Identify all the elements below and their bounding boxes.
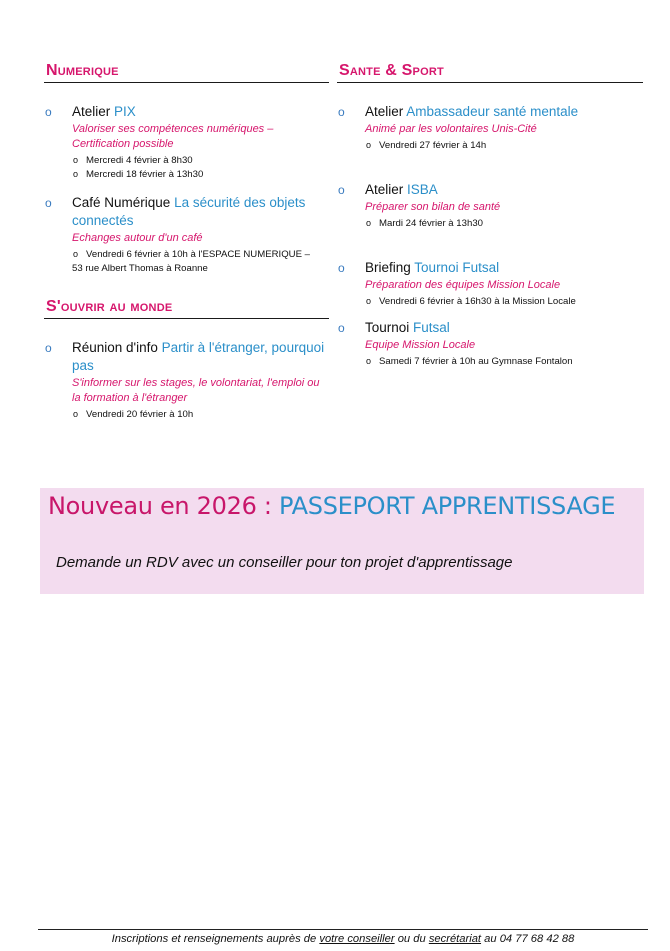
event-subtitle: Valoriser ses compétences numériques – Certification possible [72,123,274,150]
event-type: Briefing [365,260,411,275]
event-title [365,103,643,121]
banner-headline: PASSEPORT APPRENTISSAGE [279,492,616,520]
event-date: o Mercredi 18 février à 13h30 [72,168,329,182]
event-name: PIX [114,104,136,119]
footer-divider [38,929,648,930]
circle-bullet-icon: o [338,261,345,275]
event-subtitle: Préparer son bilan de santé [365,201,501,213]
event-name: La sécurité des objets connectés [72,195,306,228]
event-type: Atelier [72,104,111,119]
circle-bullet-icon: o [45,341,52,355]
circle-bullet-icon: o [45,105,52,119]
right-column [337,62,643,369]
event-date: o Vendredi 6 février à 10h à l'ESPACE NUMERIQUE – [72,248,329,262]
footer-conseiller: votre conseiller [319,933,395,945]
event-briefing-futsal [337,259,643,309]
event-name: Partir à l'étranger, pourquoi pas [72,340,325,373]
event-date: o Samedi 7 février à 10h au Gymnase Fontalon [365,355,643,369]
event-date: o Vendredi 27 février à 14h [365,139,643,153]
event-dates [365,217,643,231]
circle-bullet-icon: o [338,321,345,335]
banner-prefix: Nouveau en 2026 : [48,492,272,520]
circle-bullet-icon: o [45,196,52,210]
event-subtitle: S'informer sur les stages, le volontariat, l'emploi ou la formation à l'étranger [72,377,320,404]
event-dates [365,295,643,309]
event-name: Ambassadeur santé mentale [406,104,579,119]
circle-bullet-icon: o [338,183,345,197]
footer-part: Inscriptions et renseignements auprès de [111,933,320,945]
event-dates [365,355,643,369]
event-name: ISBA [407,182,438,197]
event-location: 53 rue Albert Thomas à Roanne [72,263,208,274]
event-date: o Vendredi 20 février à 10h [72,408,329,422]
event-subtitle: Animé par les volontaires Unis-Cité [365,123,537,135]
footer-part: ou du [394,933,429,945]
event-dates [72,248,329,276]
event-dates [365,139,643,153]
event-isba [337,181,643,231]
event-type: Atelier [365,182,404,197]
event-title [72,103,329,121]
event-atelier-pix [44,103,329,182]
event-date: o Vendredi 6 février à 16h30 à la Mission Locale [365,295,643,309]
event-cafe-numerique [44,194,329,276]
event-reunion-info [44,339,329,422]
section-title-numerique: Numerique [44,62,329,83]
circle-bullet-icon: o [338,105,345,119]
event-dates [72,408,329,422]
event-title [365,319,643,337]
event-tournoi-futsal [337,319,643,369]
event-subtitle: Préparation des équipes Mission Locale [365,279,561,291]
event-type: Réunion d'info [72,340,158,355]
event-dates [72,154,329,182]
section-title-ouvrir: S'ouvrir au monde [44,298,329,319]
banner-title [48,492,615,520]
footer-secretariat: secrétariat [428,933,482,945]
event-date: o Mardi 24 février à 13h30 [365,217,643,231]
footer-text [38,933,648,945]
event-title [365,181,643,199]
event-ambassadeur-sante [337,103,643,153]
event-title [72,339,329,375]
event-title [72,194,329,230]
event-type: Café Numérique [72,195,171,210]
event-subtitle: Equipe Mission Locale [365,339,476,351]
event-name: Tournoi Futsal [414,260,500,275]
footer-phone: au 04 77 68 42 88 [481,933,575,945]
event-type: Atelier [365,104,404,119]
passeport-banner [40,488,644,594]
event-type: Tournoi [365,320,410,335]
event-date: o Mercredi 4 février à 8h30 [72,154,329,168]
event-subtitle: Echanges autour d'un café [72,232,203,244]
event-title [365,259,643,277]
left-column [44,62,329,422]
banner-text: Demande un RDV avec un conseiller pour ton projet d'apprentissage [56,554,513,571]
section-title-sante-sport: Sante & Sport [337,62,643,83]
event-name: Futsal [413,320,450,335]
